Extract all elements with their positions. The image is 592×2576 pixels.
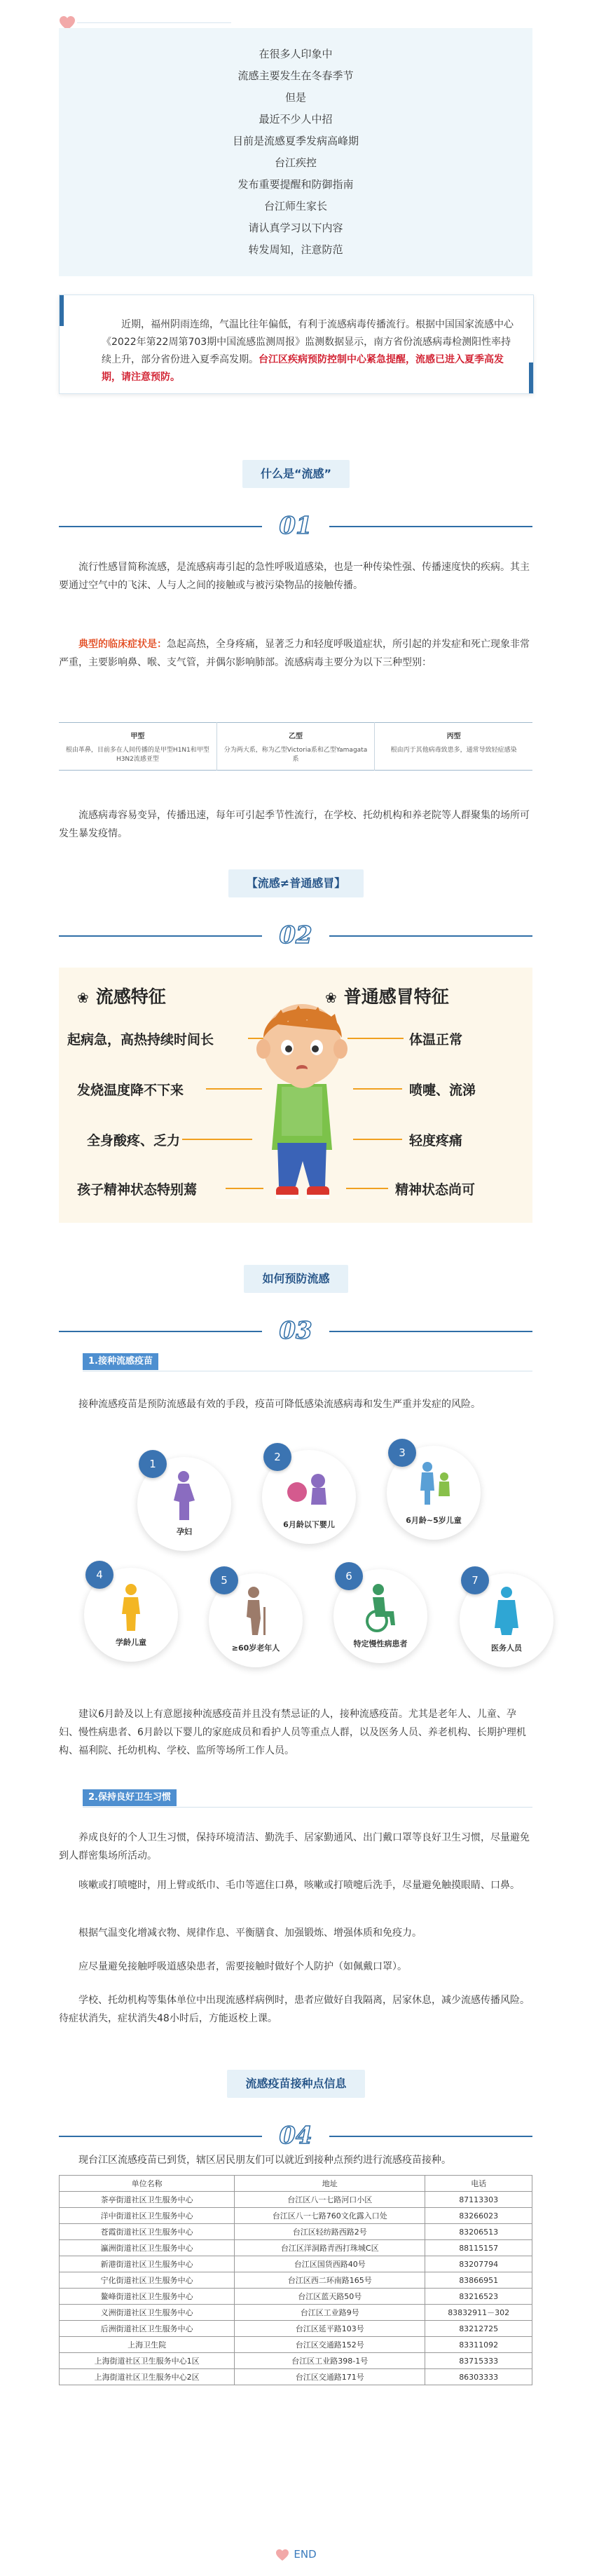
table-cell: 台江区国货西路40号 bbox=[235, 2256, 425, 2272]
section-title-wrap bbox=[0, 460, 592, 488]
table-cell: 茶亭街道社区卫生服务中心 bbox=[60, 2192, 235, 2208]
flu-feature-item: 起病急，高热持续时间长 bbox=[67, 1032, 214, 1048]
intro-line: 转发周知，注意防范 bbox=[248, 243, 343, 256]
section-title-wrap bbox=[0, 869, 592, 897]
child-illustration bbox=[242, 996, 362, 1220]
table-row bbox=[60, 2224, 532, 2240]
flu-feature-title: ❀ 流感特征 bbox=[77, 987, 166, 1007]
table-row bbox=[60, 2192, 532, 2208]
table-cell: 台江区工业路9号 bbox=[235, 2305, 425, 2321]
section-number: 03 bbox=[279, 1317, 312, 1345]
cold-feature-item: 轻度疼痛 bbox=[409, 1133, 463, 1148]
section-title: 流感疫苗接种点信息 bbox=[227, 2070, 364, 2098]
student-icon bbox=[116, 1583, 146, 1632]
group-number-badge: 2 bbox=[263, 1443, 291, 1471]
subheading-vaccine: 1.接种流感疫苗 bbox=[83, 1353, 158, 1370]
end-marker: END bbox=[0, 2548, 592, 2561]
table-cell: 台江区八一七路河口小区 bbox=[235, 2192, 425, 2208]
priority-group-medical: 医务人员 bbox=[460, 1573, 553, 1667]
vaccination-site-table bbox=[59, 2175, 532, 2385]
cold-feature-item: 喷嚏、流涕 bbox=[409, 1083, 476, 1098]
table-cell: 义洲街道社区卫生服务中心 bbox=[60, 2305, 235, 2321]
section3-para2: 建议6月龄及以上有意愿接种流感疫苗并且没有禁忌证的人，接种流感疫苗。尤其是老年人、儿童、孕妇、慢性病患者、6月龄以下婴儿的家庭成员和看护人员等重点人群，以及医务人员、养老机构、长期护理机构、福利院、托幼机构、学校、监所等场所工作人员。 bbox=[59, 1709, 526, 1756]
hygiene-habit: 根据气温变化增减衣物、规律作息、平衡膳食、加强锻炼、增强体质和免疫力。 bbox=[78, 1927, 422, 1939]
table-row bbox=[60, 2240, 532, 2256]
intro-line: 流感主要发生在冬春季节 bbox=[238, 69, 354, 82]
table-cell: 83866951 bbox=[425, 2272, 532, 2289]
table-row bbox=[60, 2353, 532, 2369]
intro-line: 最近不少人中招 bbox=[259, 113, 333, 126]
intro-line: 请认真学习以下内容 bbox=[248, 222, 343, 234]
section1-para2: 典型的临床症状是：急起高热，全身疼痛，显著乏力和轻度呼吸道症状，所引起的并发症和死亡现象非常严重，主要影响鼻、喉、支气管，并偶尔影响肺部。流感病毒主要分为以下三种型别： bbox=[59, 639, 530, 668]
group-number-badge: 1 bbox=[139, 1450, 167, 1478]
flu-type-cell: 丙型 根由丙于其他病毒致患多，通常导致轻症感染 bbox=[375, 723, 532, 771]
flu-feature-item: 全身酸疼、乏力 bbox=[87, 1133, 181, 1148]
table-cell: 洋中街道社区卫生服务中心 bbox=[60, 2208, 235, 2224]
notice-accent bbox=[60, 295, 64, 326]
table-cell: 台江区洋洞路青西打珠城C区 bbox=[235, 2240, 425, 2256]
section-number: 02 bbox=[279, 921, 312, 949]
intro-line: 发布重要提醒和防御指南 bbox=[238, 178, 354, 191]
table-cell: 上海街道社区卫生服务中心1区 bbox=[60, 2353, 235, 2369]
table-row bbox=[60, 2272, 532, 2289]
table-row bbox=[60, 2208, 532, 2224]
flu-feature-item: 发烧温度降不下来 bbox=[77, 1083, 184, 1098]
intro-line: 台江师生家长 bbox=[263, 200, 327, 212]
table-header: 单位名称 bbox=[60, 2176, 235, 2192]
section3-para1: 接种流感疫苗是预防流感最有效的手段，疫苗可降低感染流感病毒和发生严重并发症的风险。 bbox=[78, 1399, 481, 1410]
wheelchair-icon bbox=[360, 1583, 402, 1632]
number-rule bbox=[329, 1331, 532, 1332]
nurse-icon bbox=[490, 1586, 523, 1636]
cold-feature-title: ❀ 普通感冒特征 bbox=[325, 987, 449, 1007]
connector-line bbox=[182, 1139, 252, 1140]
table-cell: 上海街道社区卫生服务中心2区 bbox=[60, 2369, 235, 2385]
hygiene-habit: 养成良好的个人卫生习惯，保持环境清洁、勤洗手、居家勤通风、出门戴口罩等良好卫生习惯，尽量避免到人群密集场所活动。 bbox=[59, 1832, 530, 1862]
paw-icon: ❀ bbox=[77, 989, 89, 1006]
priority-group-infant: 6月龄以下婴儿 bbox=[262, 1450, 356, 1544]
table-cell: 83216523 bbox=[425, 2289, 532, 2305]
section-number-row bbox=[59, 923, 532, 948]
notice-box bbox=[59, 294, 534, 394]
table-cell: 台江区轻纺路西路2号 bbox=[235, 2224, 425, 2240]
table-cell: 台江区蓝天路50号 bbox=[235, 2289, 425, 2305]
group-number-badge: 5 bbox=[210, 1566, 238, 1594]
flu-type-table bbox=[59, 722, 532, 771]
section-number-row bbox=[59, 513, 532, 538]
section-title-wrap bbox=[0, 1265, 592, 1293]
table-row bbox=[60, 2256, 532, 2272]
section-number: 04 bbox=[279, 2122, 312, 2150]
table-cell: 台江区八一七路760文化露入口处 bbox=[235, 2208, 425, 2224]
priority-group-school-child: 学龄儿童 bbox=[84, 1568, 178, 1662]
hygiene-habit: 咳嗽或打喷嚏时，用上臂或纸巾、毛巾等遮住口鼻，咳嗽或打喷嚏后洗手，尽量避免触摸眼睛、口鼻。 bbox=[78, 1880, 520, 1891]
group-number-badge: 4 bbox=[85, 1561, 113, 1589]
notice-highlight: 台江区疾病预防控制中心紧急提醒，流感已进入夏季高发期，请注意预防。 bbox=[102, 354, 504, 383]
cold-feature-item: 精神状态尚可 bbox=[395, 1182, 476, 1198]
section-title: 什么是“流感” bbox=[242, 460, 350, 488]
table-row bbox=[60, 2337, 532, 2353]
number-rule bbox=[329, 2136, 532, 2137]
section-title-wrap bbox=[0, 2070, 592, 2098]
table-cell: 86303333 bbox=[425, 2369, 532, 2385]
intro-box bbox=[59, 28, 532, 276]
priority-group-elderly: ≥60岁老年人 bbox=[209, 1573, 303, 1667]
table-cell: 后洲街道社区卫生服务中心 bbox=[60, 2321, 235, 2337]
table-cell: 苍霞街道社区卫生服务中心 bbox=[60, 2224, 235, 2240]
elderly-icon bbox=[240, 1586, 272, 1636]
flu-type-cell: 甲型 根由革鼻，目前多在人间传播的是甲型H1N1和甲型H3N2流感亚型 bbox=[65, 733, 209, 763]
table-row bbox=[60, 2289, 532, 2305]
priority-group-chronic: 特定慢性病患者 bbox=[333, 1569, 427, 1663]
number-rule bbox=[59, 935, 262, 937]
paw-icon: ❀ bbox=[325, 989, 337, 1006]
table-cell: 新港街道社区卫生服务中心 bbox=[60, 2256, 235, 2272]
flu-feature-item: 孩子精神状态特别蔫 bbox=[77, 1182, 198, 1198]
table-cell: 瀛洲街道社区卫生服务中心 bbox=[60, 2240, 235, 2256]
notice-text: 近期，福州阴雨连绵，气温比往年偏低，有利于流感病毒传播流行。根据中国国家流感中心《2022年第22周第703期中国流感监测周报》监测数据显示，南方省份流感病毒检测阳性率持续上升，部分省份进入夏季高发期。台江区疾病预防控制中心紧急提醒，流感已进入夏季高发期，请注意预防。 bbox=[102, 319, 514, 383]
number-rule bbox=[59, 526, 262, 527]
table-cell: 83212725 bbox=[425, 2321, 532, 2337]
baby-icon bbox=[286, 1467, 332, 1506]
notice-accent bbox=[529, 362, 533, 393]
priority-group-pregnant: 孕妇 bbox=[137, 1457, 231, 1551]
child-icon bbox=[415, 1460, 454, 1506]
table-cell: 台江区延平路103号 bbox=[235, 2321, 425, 2337]
header-divider bbox=[77, 22, 231, 23]
flu-type-cell: 乙型 分为两大系，称为乙型Victoria系和乙型Yamagata系 bbox=[216, 723, 374, 771]
table-header-row bbox=[60, 2176, 532, 2192]
table-cell: 83715333 bbox=[425, 2353, 532, 2369]
subheading-hygiene: 2.保持良好卫生习惯 bbox=[83, 1789, 177, 1806]
hygiene-habit: 学校、托幼机构等集体单位中出现流感样病例时，患者应做好自我隔离，居家休息，减少流感传播风险。待症状消失，症状消失48小时后，方能返校上课。 bbox=[59, 1995, 530, 2024]
table-row bbox=[60, 2369, 532, 2385]
number-rule bbox=[329, 526, 532, 527]
table-cell: 83266023 bbox=[425, 2208, 532, 2224]
number-rule bbox=[59, 2136, 262, 2137]
heart-icon bbox=[275, 2549, 289, 2561]
flu-vs-cold-infographic bbox=[59, 968, 532, 1223]
table-cell: 83832911－302 bbox=[425, 2305, 532, 2321]
table-cell: 88115157 bbox=[425, 2240, 532, 2256]
subheading-rule bbox=[83, 1807, 532, 1808]
table-cell: 87113303 bbox=[425, 2192, 532, 2208]
cold-feature-item: 体温正常 bbox=[409, 1032, 463, 1048]
section1-para3: 流感病毒容易变异，传播迅速，每年可引起季节性流行，在学校、托幼机构和养老院等人群聚集的场所可发生暴发疫情。 bbox=[59, 810, 530, 839]
intro-line: 目前是流感夏季发病高峰期 bbox=[232, 135, 359, 147]
pregnant-woman-icon bbox=[168, 1470, 200, 1521]
intro-line: 但是 bbox=[284, 91, 306, 104]
table-cell: 83206513 bbox=[425, 2224, 532, 2240]
number-rule bbox=[59, 1331, 262, 1332]
group-number-badge: 3 bbox=[388, 1439, 416, 1467]
hygiene-habit: 应尽量避免接触呼吸道感染患者，需要接触时做好个人防护（如佩戴口罩）。 bbox=[78, 1961, 407, 1972]
section-number-row bbox=[59, 1318, 532, 1343]
section-number: 01 bbox=[279, 512, 312, 540]
section-title: 如何预防流感 bbox=[244, 1265, 347, 1293]
table-cell: 宁化街道社区卫生服务中心 bbox=[60, 2272, 235, 2289]
table-header: 电话 bbox=[425, 2176, 532, 2192]
intro-line: 台江疾控 bbox=[274, 156, 317, 169]
table-cell: 83207794 bbox=[425, 2256, 532, 2272]
group-number-badge: 7 bbox=[461, 1566, 489, 1594]
intro-line: 在很多人印象中 bbox=[259, 48, 333, 60]
section-title: 【流感≠普通感冒】 bbox=[228, 869, 364, 897]
section-number-row bbox=[59, 2123, 532, 2148]
table-cell: 台江区交通路171号 bbox=[235, 2369, 425, 2385]
number-rule bbox=[329, 935, 532, 937]
group-number-badge: 6 bbox=[335, 1562, 363, 1590]
table-cell: 台江区工业路398-1号 bbox=[235, 2353, 425, 2369]
priority-group-young-child: 6月龄~5岁儿童 bbox=[387, 1446, 481, 1540]
table-row bbox=[60, 2305, 532, 2321]
table-cell: 83311092 bbox=[425, 2337, 532, 2353]
section4-intro: 现台江区流感疫苗已到货，辖区居民朋友们可以就近到接种点预约进行流感疫苗接种。 bbox=[78, 2155, 451, 2166]
table-row bbox=[60, 2321, 532, 2337]
table-cell: 上海卫生院 bbox=[60, 2337, 235, 2353]
table-cell: 台江区交通路152号 bbox=[235, 2337, 425, 2353]
table-header: 地址 bbox=[235, 2176, 425, 2192]
section1-para1: 流行性感冒简称流感，是流感病毒引起的急性呼吸道感染，也是一种传染性强、传播速度快的疾病。其主要通过空气中的飞沫、人与人之间的接触或与被污染物品的接触传播。 bbox=[59, 562, 530, 591]
table-cell: 鳌峰街道社区卫生服务中心 bbox=[60, 2289, 235, 2305]
symptom-label: 典型的临床症状是： bbox=[78, 639, 167, 650]
table-cell: 台江区西二环南路165号 bbox=[235, 2272, 425, 2289]
